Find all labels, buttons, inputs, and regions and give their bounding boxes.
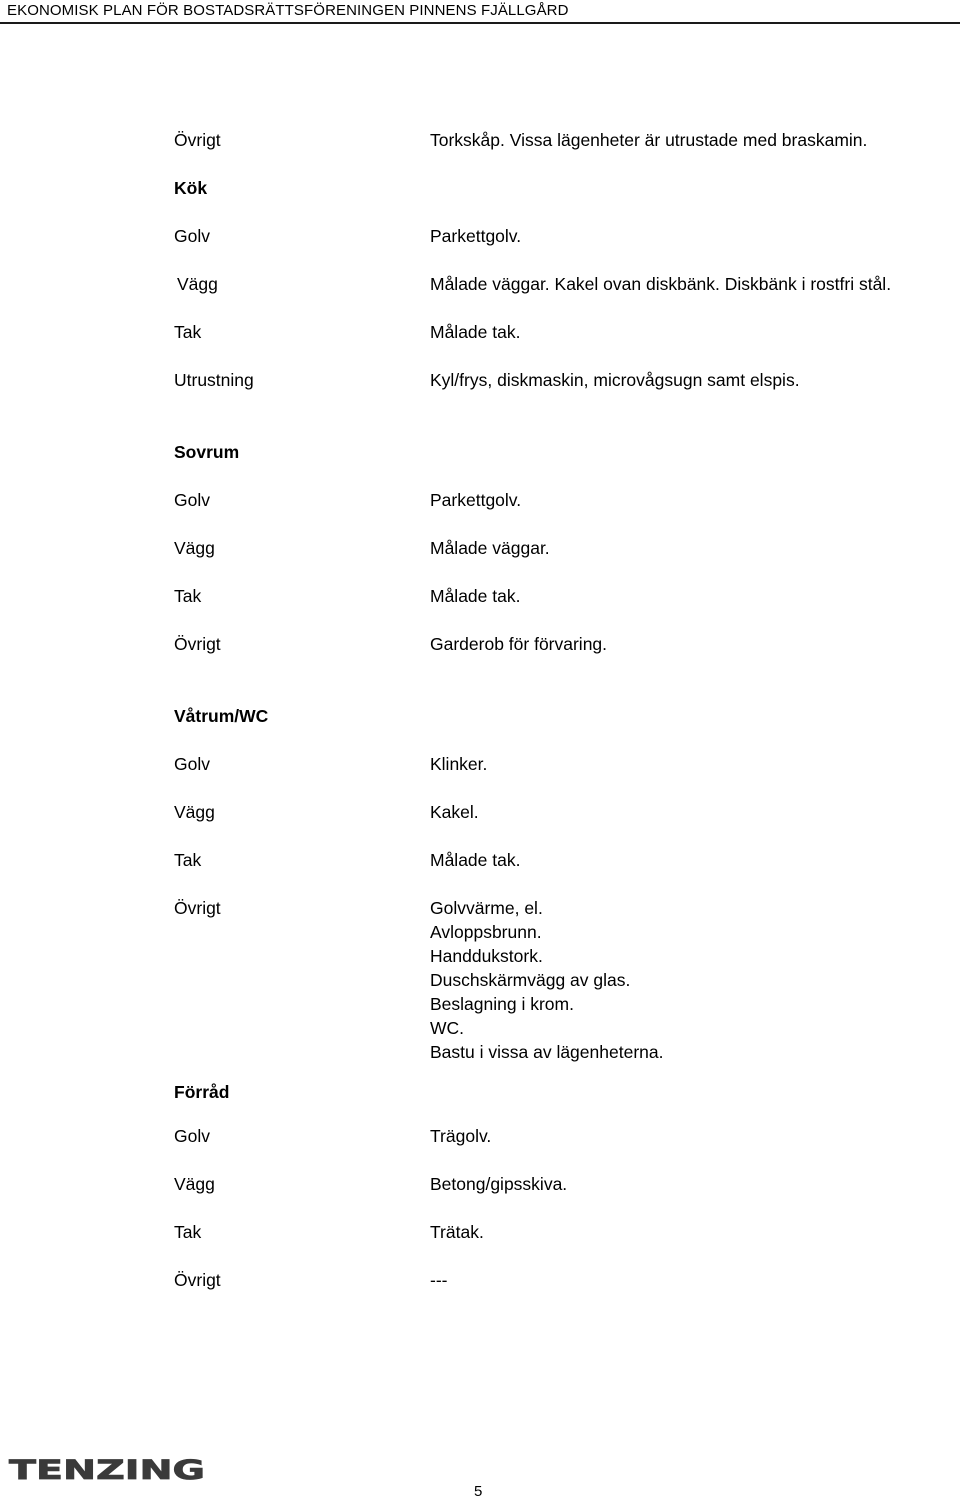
forrad-value-golv: Trägolv. [430, 1126, 492, 1146]
vatrum-label-vagg: Vägg [174, 802, 215, 822]
section-heading-sovrum: Sovrum [174, 442, 240, 462]
document-header-title: EKONOMISK PLAN FÖR BOSTADSRÄTTSFÖRENINGEN PINNENS FJÄLLGÅRD [7, 2, 569, 19]
sovrum-label-golv: Golv [174, 490, 210, 510]
kok-value-golv: Parkettgolv. [430, 226, 522, 246]
vatrum-label-tak: Tak [174, 850, 202, 870]
header-rule [0, 22, 960, 24]
forrad-value-ovrigt: --- [430, 1270, 448, 1290]
forrad-value-vagg: Betong/gipsskiva. [430, 1174, 568, 1194]
forrad-label-golv: Golv [174, 1126, 210, 1146]
logo-wordmark: TENZING [9, 1457, 205, 1483]
sovrum-label-ovrigt: Övrigt [174, 634, 221, 654]
kok-label-utrustning: Utrustning [174, 370, 254, 390]
kok-value-tak: Målade tak. [430, 322, 521, 342]
section-heading-vatrum: Våtrum/WC [174, 706, 269, 726]
section-heading-forrad: Förråd [174, 1082, 230, 1102]
sovrum-label-vagg: Vägg [174, 538, 215, 558]
ovrigt-label: Övrigt [174, 130, 221, 150]
sovrum-value-vagg: Målade väggar. [430, 538, 550, 558]
kok-label-vagg: Vägg [177, 274, 218, 294]
kok-label-golv: Golv [174, 226, 210, 246]
vatrum-value-golv: Klinker. [430, 754, 488, 774]
vatrum-ovrigt-item: Bastu i vissa av lägenheterna. [430, 1042, 664, 1062]
kok-label-tak: Tak [174, 322, 202, 342]
kok-value-utrustning: Kyl/frys, diskmaskin, microvågsugn samt elspis. [430, 370, 800, 390]
sovrum-value-ovrigt: Garderob för förvaring. [430, 634, 608, 654]
page-number: 5 [474, 1483, 483, 1500]
vatrum-ovrigt-item: Duschskärmvägg av glas. [430, 970, 631, 990]
sovrum-label-tak: Tak [174, 586, 202, 606]
vatrum-ovrigt-item: WC. [430, 1018, 465, 1038]
vatrum-ovrigt-item: Handdukstork. [430, 946, 543, 966]
forrad-label-vagg: Vägg [174, 1174, 215, 1194]
vatrum-ovrigt-item: Golvvärme, el. [430, 898, 543, 918]
vatrum-value-vagg: Kakel. [430, 802, 479, 822]
forrad-label-tak: Tak [174, 1222, 202, 1242]
ovrigt-value: Torkskåp. Vissa lägenheter är utrustade med braskamin. [430, 130, 868, 150]
vatrum-ovrigt-item: Avloppsbrunn. [430, 922, 542, 942]
forrad-label-ovrigt: Övrigt [174, 1270, 221, 1290]
forrad-value-tak: Trätak. [430, 1222, 484, 1242]
vatrum-label-golv: Golv [174, 754, 210, 774]
sovrum-value-tak: Målade tak. [430, 586, 521, 606]
vatrum-value-tak: Målade tak. [430, 850, 521, 870]
sovrum-value-golv: Parkettgolv. [430, 490, 522, 510]
kok-value-vagg: Målade väggar. Kakel ovan diskbänk. Diskbänk i rostfri stål. [430, 274, 892, 294]
section-heading-kok: Kök [174, 178, 208, 198]
tenzing-logo [8, 1457, 206, 1483]
vatrum-label-ovrigt: Övrigt [174, 898, 221, 918]
vatrum-ovrigt-item: Beslagning i krom. [430, 994, 574, 1014]
